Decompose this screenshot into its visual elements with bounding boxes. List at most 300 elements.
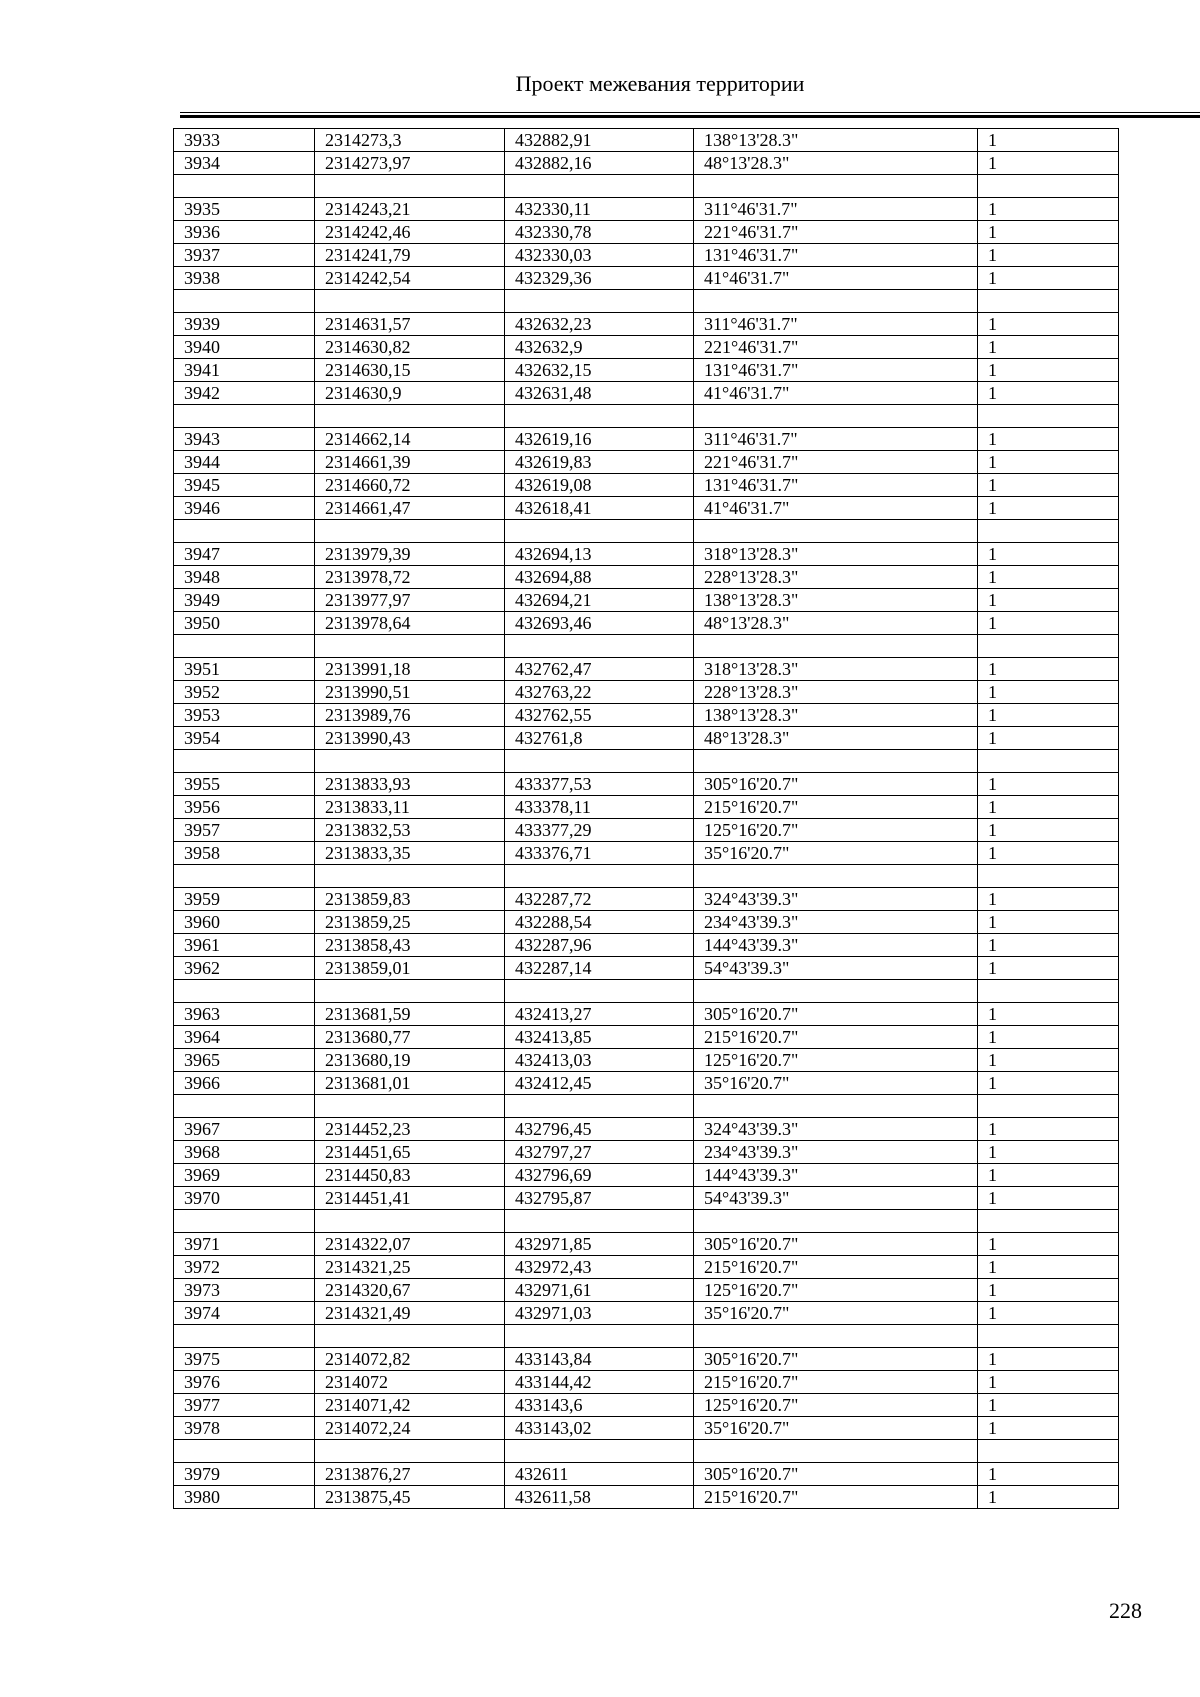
table-separator-row xyxy=(174,1095,1119,1118)
x-coordinate-cell: 2313859,25 xyxy=(315,911,505,934)
direction-angle-cell: 125°16'20.7" xyxy=(694,819,978,842)
y-coordinate-cell: 432761,8 xyxy=(505,727,694,750)
empty-cell xyxy=(315,520,505,543)
x-coordinate-cell: 2313680,19 xyxy=(315,1049,505,1072)
y-coordinate-cell: 432413,03 xyxy=(505,1049,694,1072)
empty-cell xyxy=(694,290,978,313)
empty-cell xyxy=(978,635,1119,658)
distance-cell: 1 xyxy=(978,1279,1119,1302)
point-number-cell: 3939 xyxy=(174,313,315,336)
distance-cell: 1 xyxy=(978,382,1119,405)
table-separator-row xyxy=(174,175,1119,198)
table-row xyxy=(174,1003,1119,1026)
x-coordinate-cell: 2314630,9 xyxy=(315,382,505,405)
point-number-cell: 3963 xyxy=(174,1003,315,1026)
empty-cell xyxy=(174,1210,315,1233)
direction-angle-cell: 215°16'20.7" xyxy=(694,796,978,819)
direction-angle-cell: 144°43'39.3" xyxy=(694,1164,978,1187)
table-row xyxy=(174,727,1119,750)
table-row xyxy=(174,1486,1119,1509)
empty-cell xyxy=(694,1440,978,1463)
empty-cell xyxy=(505,865,694,888)
direction-angle-cell: 215°16'20.7" xyxy=(694,1256,978,1279)
direction-angle-cell: 215°16'20.7" xyxy=(694,1026,978,1049)
y-coordinate-cell: 433378,11 xyxy=(505,796,694,819)
point-number-cell: 3970 xyxy=(174,1187,315,1210)
coordinates-table xyxy=(173,128,1119,1509)
direction-angle-cell: 48°13'28.3" xyxy=(694,152,978,175)
table-row xyxy=(174,704,1119,727)
distance-cell: 1 xyxy=(978,1348,1119,1371)
distance-cell: 1 xyxy=(978,129,1119,152)
x-coordinate-cell: 2313833,35 xyxy=(315,842,505,865)
y-coordinate-cell: 432882,91 xyxy=(505,129,694,152)
distance-cell: 1 xyxy=(978,1394,1119,1417)
table-row xyxy=(174,1348,1119,1371)
empty-cell xyxy=(315,175,505,198)
table-row xyxy=(174,957,1119,980)
point-number-cell: 3954 xyxy=(174,727,315,750)
point-number-cell: 3948 xyxy=(174,566,315,589)
distance-cell: 1 xyxy=(978,359,1119,382)
direction-angle-cell: 35°16'20.7" xyxy=(694,1302,978,1325)
empty-cell xyxy=(978,1325,1119,1348)
direction-angle-cell: 305°16'20.7" xyxy=(694,1348,978,1371)
distance-cell: 1 xyxy=(978,1026,1119,1049)
x-coordinate-cell: 2313832,53 xyxy=(315,819,505,842)
direction-angle-cell: 41°46'31.7" xyxy=(694,497,978,520)
table-row xyxy=(174,589,1119,612)
x-coordinate-cell: 2313979,39 xyxy=(315,543,505,566)
point-number-cell: 3971 xyxy=(174,1233,315,1256)
empty-cell xyxy=(978,175,1119,198)
direction-angle-cell: 54°43'39.3" xyxy=(694,957,978,980)
empty-cell xyxy=(978,980,1119,1003)
point-number-cell: 3966 xyxy=(174,1072,315,1095)
direction-angle-cell: 138°13'28.3" xyxy=(694,589,978,612)
table-separator-row xyxy=(174,980,1119,1003)
empty-cell xyxy=(505,405,694,428)
point-number-cell: 3961 xyxy=(174,934,315,957)
distance-cell: 1 xyxy=(978,1417,1119,1440)
table-row xyxy=(174,681,1119,704)
direction-angle-cell: 324°43'39.3" xyxy=(694,888,978,911)
distance-cell: 1 xyxy=(978,704,1119,727)
y-coordinate-cell: 432632,15 xyxy=(505,359,694,382)
y-coordinate-cell: 432287,14 xyxy=(505,957,694,980)
x-coordinate-cell: 2314273,97 xyxy=(315,152,505,175)
point-number-cell: 3949 xyxy=(174,589,315,612)
table-separator-row xyxy=(174,1440,1119,1463)
direction-angle-cell: 221°46'31.7" xyxy=(694,451,978,474)
distance-cell: 1 xyxy=(978,221,1119,244)
x-coordinate-cell: 2313858,43 xyxy=(315,934,505,957)
direction-angle-cell: 131°46'31.7" xyxy=(694,474,978,497)
header-rule-thin xyxy=(180,112,1200,113)
point-number-cell: 3946 xyxy=(174,497,315,520)
empty-cell xyxy=(505,1210,694,1233)
direction-angle-cell: 311°46'31.7" xyxy=(694,198,978,221)
x-coordinate-cell: 2314072,24 xyxy=(315,1417,505,1440)
distance-cell: 1 xyxy=(978,727,1119,750)
direction-angle-cell: 41°46'31.7" xyxy=(694,267,978,290)
y-coordinate-cell: 432330,11 xyxy=(505,198,694,221)
y-coordinate-cell: 433143,6 xyxy=(505,1394,694,1417)
table-row xyxy=(174,152,1119,175)
y-coordinate-cell: 432287,72 xyxy=(505,888,694,911)
empty-cell xyxy=(978,405,1119,428)
direction-angle-cell: 54°43'39.3" xyxy=(694,1187,978,1210)
x-coordinate-cell: 2313991,18 xyxy=(315,658,505,681)
direction-angle-cell: 48°13'28.3" xyxy=(694,612,978,635)
point-number-cell: 3956 xyxy=(174,796,315,819)
table-row xyxy=(174,1072,1119,1095)
point-number-cell: 3959 xyxy=(174,888,315,911)
table-row xyxy=(174,221,1119,244)
empty-cell xyxy=(694,175,978,198)
point-number-cell: 3942 xyxy=(174,382,315,405)
table-row xyxy=(174,773,1119,796)
direction-angle-cell: 215°16'20.7" xyxy=(694,1371,978,1394)
empty-cell xyxy=(694,520,978,543)
empty-cell xyxy=(505,750,694,773)
x-coordinate-cell: 2314450,83 xyxy=(315,1164,505,1187)
distance-cell: 1 xyxy=(978,888,1119,911)
table-separator-row xyxy=(174,1210,1119,1233)
point-number-cell: 3944 xyxy=(174,451,315,474)
distance-cell: 1 xyxy=(978,1187,1119,1210)
direction-angle-cell: 228°13'28.3" xyxy=(694,566,978,589)
y-coordinate-cell: 433143,84 xyxy=(505,1348,694,1371)
y-coordinate-cell: 432882,16 xyxy=(505,152,694,175)
point-number-cell: 3975 xyxy=(174,1348,315,1371)
y-coordinate-cell: 432796,45 xyxy=(505,1118,694,1141)
distance-cell: 1 xyxy=(978,336,1119,359)
x-coordinate-cell: 2314630,82 xyxy=(315,336,505,359)
point-number-cell: 3957 xyxy=(174,819,315,842)
distance-cell: 1 xyxy=(978,313,1119,336)
point-number-cell: 3934 xyxy=(174,152,315,175)
point-number-cell: 3955 xyxy=(174,773,315,796)
empty-cell xyxy=(315,980,505,1003)
point-number-cell: 3964 xyxy=(174,1026,315,1049)
y-coordinate-cell: 432693,46 xyxy=(505,612,694,635)
point-number-cell: 3958 xyxy=(174,842,315,865)
x-coordinate-cell: 2314661,39 xyxy=(315,451,505,474)
empty-cell xyxy=(694,1325,978,1348)
point-number-cell: 3969 xyxy=(174,1164,315,1187)
point-number-cell: 3937 xyxy=(174,244,315,267)
empty-cell xyxy=(978,520,1119,543)
direction-angle-cell: 48°13'28.3" xyxy=(694,727,978,750)
direction-angle-cell: 35°16'20.7" xyxy=(694,1072,978,1095)
direction-angle-cell: 305°16'20.7" xyxy=(694,773,978,796)
x-coordinate-cell: 2313978,64 xyxy=(315,612,505,635)
empty-cell xyxy=(694,980,978,1003)
table-row xyxy=(174,198,1119,221)
x-coordinate-cell: 2313990,43 xyxy=(315,727,505,750)
point-number-cell: 3947 xyxy=(174,543,315,566)
empty-cell xyxy=(174,750,315,773)
distance-cell: 1 xyxy=(978,1302,1119,1325)
x-coordinate-cell: 2313833,11 xyxy=(315,796,505,819)
x-coordinate-cell: 2314661,47 xyxy=(315,497,505,520)
empty-cell xyxy=(315,1325,505,1348)
distance-cell: 1 xyxy=(978,1164,1119,1187)
point-number-cell: 3965 xyxy=(174,1049,315,1072)
direction-angle-cell: 144°43'39.3" xyxy=(694,934,978,957)
y-coordinate-cell: 432694,13 xyxy=(505,543,694,566)
x-coordinate-cell: 2314631,57 xyxy=(315,313,505,336)
distance-cell: 1 xyxy=(978,152,1119,175)
header-rule-thick xyxy=(180,115,1200,118)
table-row xyxy=(174,819,1119,842)
distance-cell: 1 xyxy=(978,1463,1119,1486)
direction-angle-cell: 221°46'31.7" xyxy=(694,221,978,244)
table-separator-row xyxy=(174,750,1119,773)
distance-cell: 1 xyxy=(978,451,1119,474)
direction-angle-cell: 41°46'31.7" xyxy=(694,382,978,405)
x-coordinate-cell: 2314660,72 xyxy=(315,474,505,497)
empty-cell xyxy=(174,865,315,888)
table-row xyxy=(174,359,1119,382)
direction-angle-cell: 234°43'39.3" xyxy=(694,1141,978,1164)
distance-cell: 1 xyxy=(978,198,1119,221)
table-separator-row xyxy=(174,290,1119,313)
x-coordinate-cell: 2313680,77 xyxy=(315,1026,505,1049)
empty-cell xyxy=(174,520,315,543)
empty-cell xyxy=(505,980,694,1003)
empty-cell xyxy=(694,635,978,658)
point-number-cell: 3980 xyxy=(174,1486,315,1509)
empty-cell xyxy=(174,405,315,428)
empty-cell xyxy=(315,635,505,658)
direction-angle-cell: 318°13'28.3" xyxy=(694,543,978,566)
y-coordinate-cell: 432413,85 xyxy=(505,1026,694,1049)
table-row xyxy=(174,934,1119,957)
table-separator-row xyxy=(174,1325,1119,1348)
distance-cell: 1 xyxy=(978,957,1119,980)
empty-cell xyxy=(315,1440,505,1463)
empty-cell xyxy=(174,1095,315,1118)
y-coordinate-cell: 433376,71 xyxy=(505,842,694,865)
x-coordinate-cell: 2314243,21 xyxy=(315,198,505,221)
y-coordinate-cell: 432971,61 xyxy=(505,1279,694,1302)
distance-cell: 1 xyxy=(978,658,1119,681)
distance-cell: 1 xyxy=(978,612,1119,635)
direction-angle-cell: 125°16'20.7" xyxy=(694,1049,978,1072)
direction-angle-cell: 221°46'31.7" xyxy=(694,336,978,359)
empty-cell xyxy=(174,175,315,198)
y-coordinate-cell: 432412,45 xyxy=(505,1072,694,1095)
x-coordinate-cell: 2314451,65 xyxy=(315,1141,505,1164)
distance-cell: 1 xyxy=(978,244,1119,267)
y-coordinate-cell: 432971,03 xyxy=(505,1302,694,1325)
distance-cell: 1 xyxy=(978,474,1119,497)
y-coordinate-cell: 432619,16 xyxy=(505,428,694,451)
empty-cell xyxy=(174,290,315,313)
y-coordinate-cell: 433144,42 xyxy=(505,1371,694,1394)
distance-cell: 1 xyxy=(978,566,1119,589)
table-row xyxy=(174,1118,1119,1141)
point-number-cell: 3933 xyxy=(174,129,315,152)
x-coordinate-cell: 2314451,41 xyxy=(315,1187,505,1210)
point-number-cell: 3941 xyxy=(174,359,315,382)
distance-cell: 1 xyxy=(978,1072,1119,1095)
x-coordinate-cell: 2313990,51 xyxy=(315,681,505,704)
distance-cell: 1 xyxy=(978,1256,1119,1279)
table-separator-row xyxy=(174,520,1119,543)
distance-cell: 1 xyxy=(978,842,1119,865)
table-row xyxy=(174,451,1119,474)
page-number: 228 xyxy=(1109,1598,1142,1623)
distance-cell: 1 xyxy=(978,1141,1119,1164)
x-coordinate-cell: 2313859,83 xyxy=(315,888,505,911)
table-row xyxy=(174,796,1119,819)
empty-cell xyxy=(315,290,505,313)
x-coordinate-cell: 2314320,67 xyxy=(315,1279,505,1302)
direction-angle-cell: 311°46'31.7" xyxy=(694,428,978,451)
empty-cell xyxy=(174,1325,315,1348)
direction-angle-cell: 138°13'28.3" xyxy=(694,129,978,152)
direction-angle-cell: 125°16'20.7" xyxy=(694,1394,978,1417)
page-title: Проект межевания территории xyxy=(515,71,805,96)
point-number-cell: 3952 xyxy=(174,681,315,704)
table-row xyxy=(174,842,1119,865)
y-coordinate-cell: 432619,08 xyxy=(505,474,694,497)
x-coordinate-cell: 2313989,76 xyxy=(315,704,505,727)
point-number-cell: 3943 xyxy=(174,428,315,451)
empty-cell xyxy=(505,1325,694,1348)
point-number-cell: 3977 xyxy=(174,1394,315,1417)
y-coordinate-cell: 432762,47 xyxy=(505,658,694,681)
direction-angle-cell: 35°16'20.7" xyxy=(694,1417,978,1440)
direction-angle-cell: 305°16'20.7" xyxy=(694,1233,978,1256)
table-row xyxy=(174,382,1119,405)
x-coordinate-cell: 2313859,01 xyxy=(315,957,505,980)
y-coordinate-cell: 432763,22 xyxy=(505,681,694,704)
empty-cell xyxy=(505,290,694,313)
distance-cell: 1 xyxy=(978,497,1119,520)
y-coordinate-cell: 432694,88 xyxy=(505,566,694,589)
point-number-cell: 3951 xyxy=(174,658,315,681)
table-row xyxy=(174,497,1119,520)
point-number-cell: 3940 xyxy=(174,336,315,359)
empty-cell xyxy=(978,1095,1119,1118)
y-coordinate-cell: 432631,48 xyxy=(505,382,694,405)
y-coordinate-cell: 432288,54 xyxy=(505,911,694,934)
table-row xyxy=(174,1049,1119,1072)
empty-cell xyxy=(174,1440,315,1463)
table-row xyxy=(174,244,1119,267)
point-number-cell: 3935 xyxy=(174,198,315,221)
direction-angle-cell: 125°16'20.7" xyxy=(694,1279,978,1302)
x-coordinate-cell: 2313875,45 xyxy=(315,1486,505,1509)
x-coordinate-cell: 2313978,72 xyxy=(315,566,505,589)
empty-cell xyxy=(315,405,505,428)
distance-cell: 1 xyxy=(978,1049,1119,1072)
point-number-cell: 3936 xyxy=(174,221,315,244)
x-coordinate-cell: 2314241,79 xyxy=(315,244,505,267)
y-coordinate-cell: 432797,27 xyxy=(505,1141,694,1164)
empty-cell xyxy=(978,1440,1119,1463)
distance-cell: 1 xyxy=(978,911,1119,934)
x-coordinate-cell: 2314322,07 xyxy=(315,1233,505,1256)
empty-cell xyxy=(505,520,694,543)
empty-cell xyxy=(505,1440,694,1463)
distance-cell: 1 xyxy=(978,589,1119,612)
point-number-cell: 3974 xyxy=(174,1302,315,1325)
y-coordinate-cell: 432287,96 xyxy=(505,934,694,957)
empty-cell xyxy=(978,290,1119,313)
table-row xyxy=(174,1463,1119,1486)
x-coordinate-cell: 2314071,42 xyxy=(315,1394,505,1417)
x-coordinate-cell: 2314662,14 xyxy=(315,428,505,451)
empty-cell xyxy=(694,750,978,773)
table-row xyxy=(174,129,1119,152)
empty-cell xyxy=(978,1210,1119,1233)
table-row xyxy=(174,1233,1119,1256)
x-coordinate-cell: 2313833,93 xyxy=(315,773,505,796)
y-coordinate-cell: 433143,02 xyxy=(505,1417,694,1440)
table-row xyxy=(174,336,1119,359)
distance-cell: 1 xyxy=(978,934,1119,957)
x-coordinate-cell: 2314273,3 xyxy=(315,129,505,152)
y-coordinate-cell: 432619,83 xyxy=(505,451,694,474)
x-coordinate-cell: 2314072 xyxy=(315,1371,505,1394)
y-coordinate-cell: 432972,43 xyxy=(505,1256,694,1279)
y-coordinate-cell: 432762,55 xyxy=(505,704,694,727)
direction-angle-cell: 234°43'39.3" xyxy=(694,911,978,934)
empty-cell xyxy=(978,750,1119,773)
y-coordinate-cell: 432330,78 xyxy=(505,221,694,244)
table-row xyxy=(174,1394,1119,1417)
distance-cell: 1 xyxy=(978,1003,1119,1026)
empty-cell xyxy=(315,750,505,773)
direction-angle-cell: 35°16'20.7" xyxy=(694,842,978,865)
direction-angle-cell: 138°13'28.3" xyxy=(694,704,978,727)
direction-angle-cell: 228°13'28.3" xyxy=(694,681,978,704)
empty-cell xyxy=(505,635,694,658)
empty-cell xyxy=(174,980,315,1003)
x-coordinate-cell: 2314321,49 xyxy=(315,1302,505,1325)
table-separator-row xyxy=(174,405,1119,428)
table-row xyxy=(174,658,1119,681)
point-number-cell: 3978 xyxy=(174,1417,315,1440)
table-row xyxy=(174,543,1119,566)
distance-cell: 1 xyxy=(978,428,1119,451)
point-number-cell: 3945 xyxy=(174,474,315,497)
y-coordinate-cell: 432694,21 xyxy=(505,589,694,612)
table-row xyxy=(174,1026,1119,1049)
y-coordinate-cell: 433377,53 xyxy=(505,773,694,796)
distance-cell: 1 xyxy=(978,1371,1119,1394)
direction-angle-cell: 305°16'20.7" xyxy=(694,1003,978,1026)
empty-cell xyxy=(315,1210,505,1233)
point-number-cell: 3968 xyxy=(174,1141,315,1164)
distance-cell: 1 xyxy=(978,681,1119,704)
point-number-cell: 3950 xyxy=(174,612,315,635)
empty-cell xyxy=(505,1095,694,1118)
y-coordinate-cell: 432618,41 xyxy=(505,497,694,520)
table-row xyxy=(174,1187,1119,1210)
direction-angle-cell: 311°46'31.7" xyxy=(694,313,978,336)
x-coordinate-cell: 2314242,54 xyxy=(315,267,505,290)
y-coordinate-cell: 432330,03 xyxy=(505,244,694,267)
empty-cell xyxy=(978,865,1119,888)
point-number-cell: 3979 xyxy=(174,1463,315,1486)
x-coordinate-cell: 2313681,59 xyxy=(315,1003,505,1026)
